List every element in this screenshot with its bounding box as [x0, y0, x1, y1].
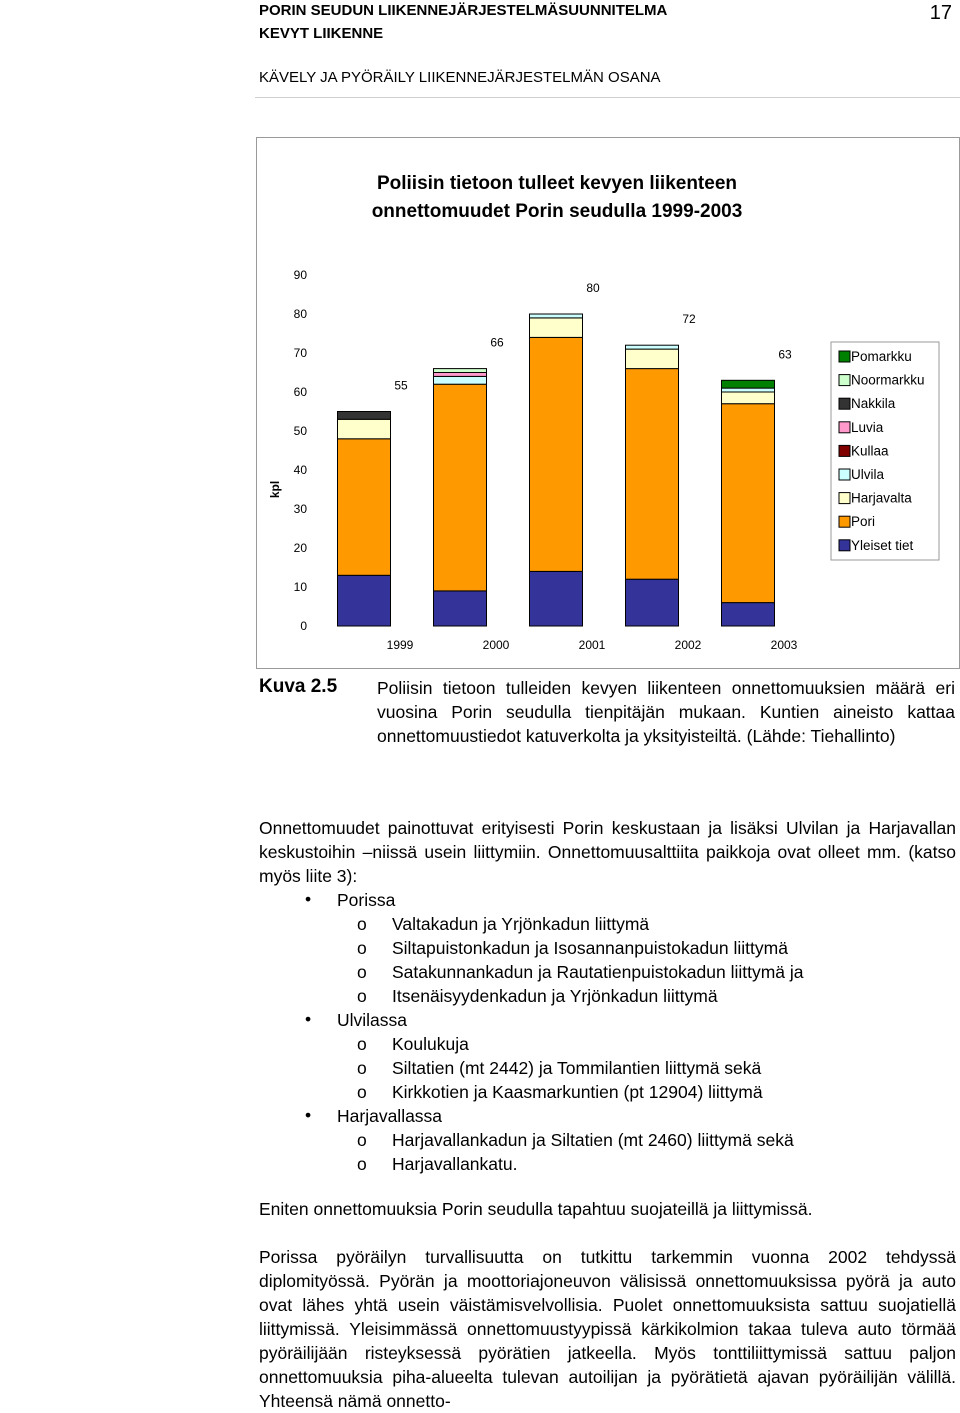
legend-label: Pori [851, 514, 876, 530]
sub-bullet-marker: o [357, 986, 367, 1006]
data-label: 72 [682, 312, 696, 327]
legend-swatch [839, 469, 850, 480]
sub-bullet-marker: o [357, 914, 367, 934]
x-tick-label: 2003 [770, 638, 798, 652]
list-item: Itsenäisyydenkadun ja Yrjönkadun liittymä [392, 986, 718, 1006]
legend-swatch [839, 422, 850, 433]
bar-segment [722, 603, 775, 626]
bullet-icon: • [305, 1009, 312, 1029]
x-tick-label: 2001 [578, 638, 606, 652]
legend-label: Luvia [851, 419, 884, 435]
sub-bullet-marker: o [357, 1034, 367, 1054]
bar-segment [338, 412, 391, 420]
data-label: 80 [586, 281, 600, 295]
legend-label: Noormarkku [851, 372, 925, 388]
sub-bullet-marker: o [357, 938, 367, 958]
bullet-icon: • [305, 1105, 312, 1125]
bar-segment [338, 575, 391, 626]
y-tick-label: 60 [293, 385, 307, 399]
data-label: 66 [490, 335, 504, 350]
chart-frame [256, 137, 960, 669]
sub-bullet-marker: o [357, 1058, 367, 1078]
bar-segment [434, 376, 487, 384]
list-item: Valtakadun ja Yrjönkadun liittymä [392, 914, 650, 934]
list-item: Koulukuja [392, 1034, 469, 1054]
legend-label: Nakkila [851, 396, 896, 412]
chart-title-line2: onnettomuudet Porin seudulla 1999-2003 [371, 201, 743, 222]
chart-title-line1: Poliisin tietoon tulleet kevyen liikenteen [376, 173, 738, 194]
bar-segment [434, 369, 487, 373]
y-tick-label: 30 [293, 502, 307, 516]
bar-segment [626, 349, 679, 369]
bar-segment [626, 579, 679, 626]
sub-bullet-marker: o [357, 1154, 367, 1174]
header-divider [255, 97, 960, 98]
legend-label: Harjavalta [851, 490, 912, 506]
list-item: Siltapuistonkadun ja Isosannanpuistokadun liittymä [392, 938, 788, 958]
bar-segment [722, 388, 775, 392]
legend-swatch [839, 375, 850, 386]
list-item: Harjavallankadun ja Siltatien (mt 2460) liittymä sekä [392, 1130, 794, 1150]
y-tick-label: 40 [293, 463, 307, 477]
list-item: Siltatien (mt 2442) ja Tommilantien liittymä sekä [392, 1058, 762, 1078]
legend-swatch [839, 516, 850, 527]
x-tick-label: 2000 [482, 638, 510, 652]
y-axis-label: kpl [268, 480, 282, 499]
section-title: KÄVELY JA PYÖRÄILY LIIKENNEJÄRJESTELMÄN OSANA [259, 69, 661, 86]
y-tick-label: 10 [293, 580, 307, 594]
y-tick-label: 90 [293, 268, 307, 282]
legend-label: Yleiset tiet [851, 537, 914, 553]
bar-segment [530, 337, 583, 571]
bar-segment [722, 392, 775, 404]
legend-swatch [839, 351, 850, 362]
legend-swatch [839, 493, 850, 504]
sub-bullet-marker: o [357, 1082, 367, 1102]
x-tick-label: 2002 [674, 638, 702, 652]
bar-segment [530, 571, 583, 626]
legend-label: Ulvila [851, 467, 885, 482]
sub-bullet-marker: o [357, 1130, 367, 1150]
y-tick-label: 50 [293, 424, 307, 438]
stacked-bar-chart [257, 138, 959, 668]
header-title: PORIN SEUDUN LIIKENNEJÄRJESTELMÄSUUNNITELMA [259, 2, 668, 19]
list-item: Satakunnankadun ja Rautatienpuistokadun liittymä ja [392, 962, 804, 982]
paragraph-3: Porissa pyöräilyn turvallisuutta on tutkittu tarkemmin vuonna 2002 tehdyssä diplomityössä. Pyörän ja moottoriajoneuvon välisissä onnettomuuksissa pyörä ja auto ovat lähes yhtä usein väistämisvelvollisia. Puolet onnettomuuksista sattuu suojatiellä liittymissä. Yleisimmässä onnettomuustyypissä kärkikolmion takaa tuleva auto törmää pyöräilijään risteyksessä pyörätien jatkeella. Myös tonttiliittymissä sattuu paljon onnettomuuksia piha-alueelta tulevan autoilijan ja pyörätietä ajavan pyöräilijän välillä. Yhteensä nämä onnetto- [259, 1247, 956, 1411]
bar-segment [434, 591, 487, 626]
data-label: 55 [394, 378, 408, 393]
list-group-label: Ulvilassa [337, 1010, 408, 1030]
caption-label: Kuva 2.5 [259, 676, 338, 697]
bar-segment [626, 345, 679, 349]
data-label: 63 [778, 347, 792, 362]
bar-segment [434, 384, 487, 591]
paragraph-2: Eniten onnettomuuksia Porin seudulla tapahtuu suojateillä ja liittymissä. [259, 1199, 813, 1219]
list-item: Kirkkotien ja Kaasmarkuntien (pt 12904) liittymä [392, 1082, 763, 1102]
page-number: 17 [929, 2, 952, 24]
bar-segment [338, 439, 391, 576]
list-item: Harjavallankatu. [392, 1154, 518, 1174]
bullet-icon: • [305, 889, 312, 909]
caption-text: Poliisin tietoon tulleiden kevyen liikenteen onnettomuuksien määrä eri vuosina Porin seudulla tienpitäjän mukaan. Kuntien aineisto kattaa onnettomuustiedot katuverkolta ja yksityisteiltä. (Lähde: Tiehallinto) [377, 678, 955, 746]
bar-segment [434, 373, 487, 377]
x-tick-label: 1999 [386, 638, 414, 652]
bar-segment [338, 419, 391, 439]
legend-label: Pomarkku [851, 349, 912, 364]
sub-bullet-marker: o [357, 962, 367, 982]
legend-swatch [839, 445, 850, 456]
legend-swatch [839, 398, 850, 409]
bar-segment [530, 314, 583, 318]
legend-label: Kullaa [851, 443, 889, 459]
intro-paragraph: Onnettomuudet painottuvat erityisesti Porin keskustaan ja lisäksi Ulvilan ja Harjavallan keskustoihin –niissä usein liittymiin. Onnettomuusalttiita paikkoja ovat olleet mm. (katso myös liite 3): [259, 818, 956, 886]
list-group-label: Harjavallassa [337, 1106, 443, 1126]
y-tick-label: 0 [300, 619, 307, 633]
y-tick-label: 70 [293, 346, 307, 360]
bar-segment [530, 318, 583, 338]
y-tick-label: 80 [293, 307, 307, 321]
y-tick-label: 20 [293, 541, 307, 555]
header-subtitle: KEVYT LIIKENNE [259, 25, 384, 42]
legend-swatch [839, 540, 850, 551]
bar-segment [722, 380, 775, 388]
list-group-label: Porissa [337, 890, 396, 910]
bar-segment [722, 404, 775, 603]
bar-segment [626, 369, 679, 580]
